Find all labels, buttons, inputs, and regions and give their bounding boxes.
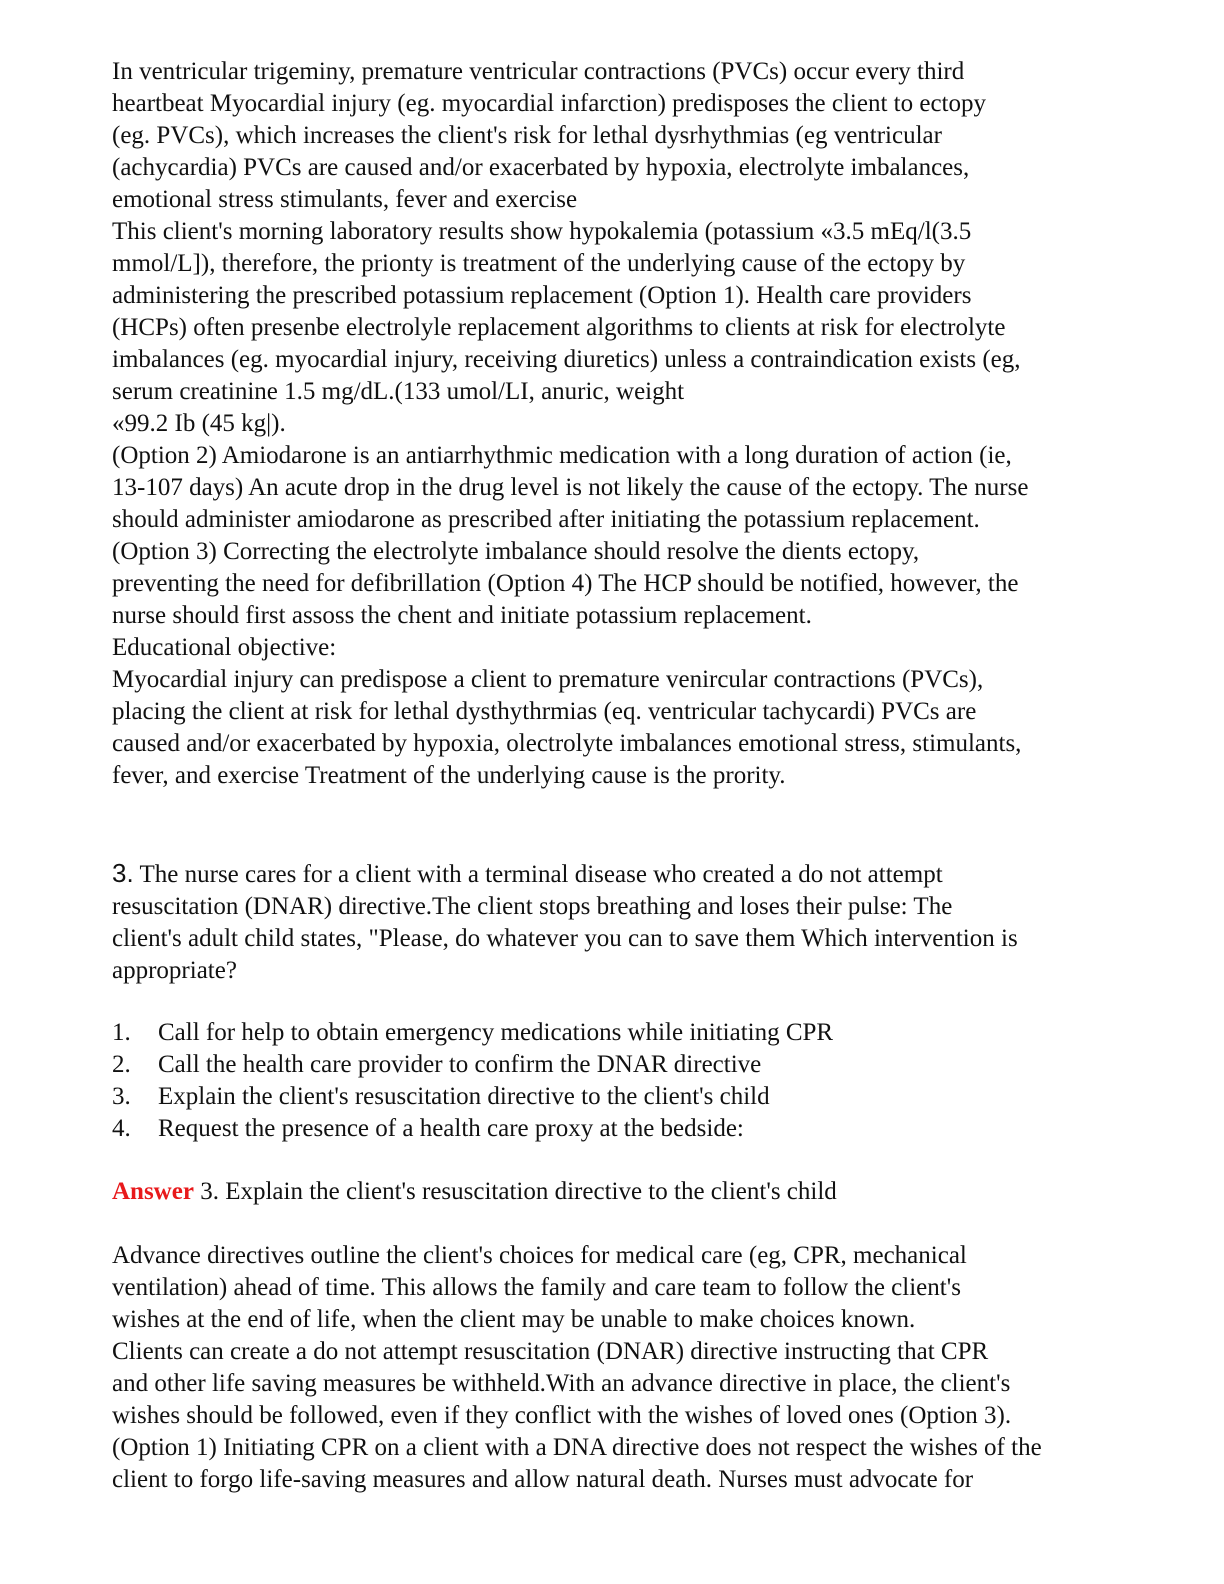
text-line: ventilation) ahead of time. This allows the family and care team to follow the client's xyxy=(112,1274,961,1301)
text-line: This client's morning laboratory results show hypokalemia (potassium «3.5 mEq/l(3.5 xyxy=(112,218,972,245)
text-line: heartbeat Myocardial injury (eg. myocardial infarction) predisposes the client to ectopy xyxy=(112,90,986,117)
question-first-line xyxy=(112,857,1122,891)
text-line: Myocardial injury can predispose a client to premature venircular contractions (PVCs), xyxy=(112,666,984,693)
option-number: 1. xyxy=(112,1019,131,1046)
answer-line xyxy=(112,1176,1122,1208)
text-line: imbalances (eg. myocardial injury, receiving diuretics) unless a contraindication exists (eg, xyxy=(112,346,1021,373)
text-line: mmol/L]), therefore, the prionty is treatment of the underlying cause of the ectopy by xyxy=(112,250,966,277)
rationale-part2 xyxy=(112,1240,1122,1496)
text-line: (Option 2) Amiodarone is an antiarrhythmic medication with a long duration of action (ie, xyxy=(112,442,1012,469)
answer-label: Answer xyxy=(112,1178,194,1205)
question-stem-text: The nurse cares for a client with a terminal disease who created a do not attempt xyxy=(139,861,943,888)
text-line: (eg. PVCs), which increases the client's risk for lethal dysrhythmias (eg ventricular xyxy=(112,122,942,149)
question-number: 3. xyxy=(112,858,134,888)
text-line: Educational objective: xyxy=(112,634,337,661)
text-line: wishes at the end of life, when the client may be unable to make choices known. xyxy=(112,1306,916,1333)
rationale-part1 xyxy=(112,56,1122,792)
text-line: fever, and exercise Treatment of the underlying cause is the prority. xyxy=(112,762,786,789)
text-line: (Option 3) Correcting the electrolyte imbalance should resolve the dients ectopy, xyxy=(112,538,920,565)
answer-line-text xyxy=(112,1176,1122,1208)
text-line: placing the client at risk for lethal dysthythrmias (eq. ventricular tachycardi) PVCs are xyxy=(112,698,977,725)
option-text: Explain the client's resuscitation directive to the client's child xyxy=(158,1083,770,1110)
text-line: (Option 1) Initiating CPR on a client with a DNA directive does not respect the wishes of the xyxy=(112,1434,1042,1461)
option-number: 3. xyxy=(112,1083,131,1110)
question-stem-line: client's adult child states, "Please, do whatever you can to save them Which intervention is xyxy=(112,925,1018,952)
text-line: Advance directives outline the client's choices for medical care (eg, CPR, mechanical xyxy=(112,1242,967,1269)
answer-options-list xyxy=(112,1017,1122,1145)
text-line: and other life saving measures be withheld.With an advance directive in place, the client's xyxy=(112,1370,1011,1397)
answer-text: 3. Explain the client's resuscitation directive to the client's child xyxy=(193,1178,837,1205)
question-3-stem xyxy=(112,857,1122,987)
option-number: 4. xyxy=(112,1115,131,1142)
answer-option xyxy=(112,1081,1122,1113)
option-text: Call for help to obtain emergency medications while initiating CPR xyxy=(158,1019,834,1046)
text-line: (HCPs) often presenbe electrolyle replacement algorithms to clients at risk for electrolyte xyxy=(112,314,1006,341)
text-line: preventing the need for defibrillation (Option 4) The HCP should be notified, however, the xyxy=(112,570,1019,597)
text-line: «99.2 Ib (45 kg|). xyxy=(112,410,286,437)
text-line: wishes should be followed, even if they conflict with the wishes of loved ones (Option 3). xyxy=(112,1402,1012,1429)
option-text: Request the presence of a health care proxy at the bedside: xyxy=(158,1115,744,1142)
text-line: (achycardia) PVCs are caused and/or exacerbated by hypoxia, electrolyte imbalances, xyxy=(112,154,970,181)
answer-option xyxy=(112,1017,1122,1049)
text-line: serum creatinine 1.5 mg/dL.(133 umol/LI, anuric, weight xyxy=(112,378,685,405)
text-line: should administer amiodarone as prescribed after initiating the potassium replacement. xyxy=(112,506,980,533)
option-number: 2. xyxy=(112,1051,131,1078)
text-line: administering the prescribed potassium replacement (Option 1). Health care providers xyxy=(112,282,972,309)
text-line: client to forgo life-saving measures and allow natural death. Nurses must advocate for xyxy=(112,1466,974,1493)
answer-option xyxy=(112,1049,1122,1081)
option-text: Call the health care provider to confirm the DNAR directive xyxy=(158,1051,762,1078)
question-stem-line: appropriate? xyxy=(112,957,237,984)
answer-option xyxy=(112,1113,1122,1145)
text-line: Clients can create a do not attempt resuscitation (DNAR) directive instructing that CPR xyxy=(112,1338,989,1365)
text-line: nurse should first assoss the chent and initiate potassium replacement. xyxy=(112,602,812,629)
text-line: In ventricular trigeminy, premature ventricular contractions (PVCs) occur every third xyxy=(112,58,965,85)
question-stem-line: resuscitation (DNAR) directive.The client stops breathing and loses their pulse: The xyxy=(112,893,953,920)
text-line: caused and/or exacerbated by hypoxia, olectrolyte imbalances emotional stress, stimulants, xyxy=(112,730,1022,757)
text-line: 13-107 days) An acute drop in the drug level is not likely the cause of the ectopy. The nurse xyxy=(112,474,1029,501)
text-line: emotional stress stimulants, fever and exercise xyxy=(112,186,578,213)
